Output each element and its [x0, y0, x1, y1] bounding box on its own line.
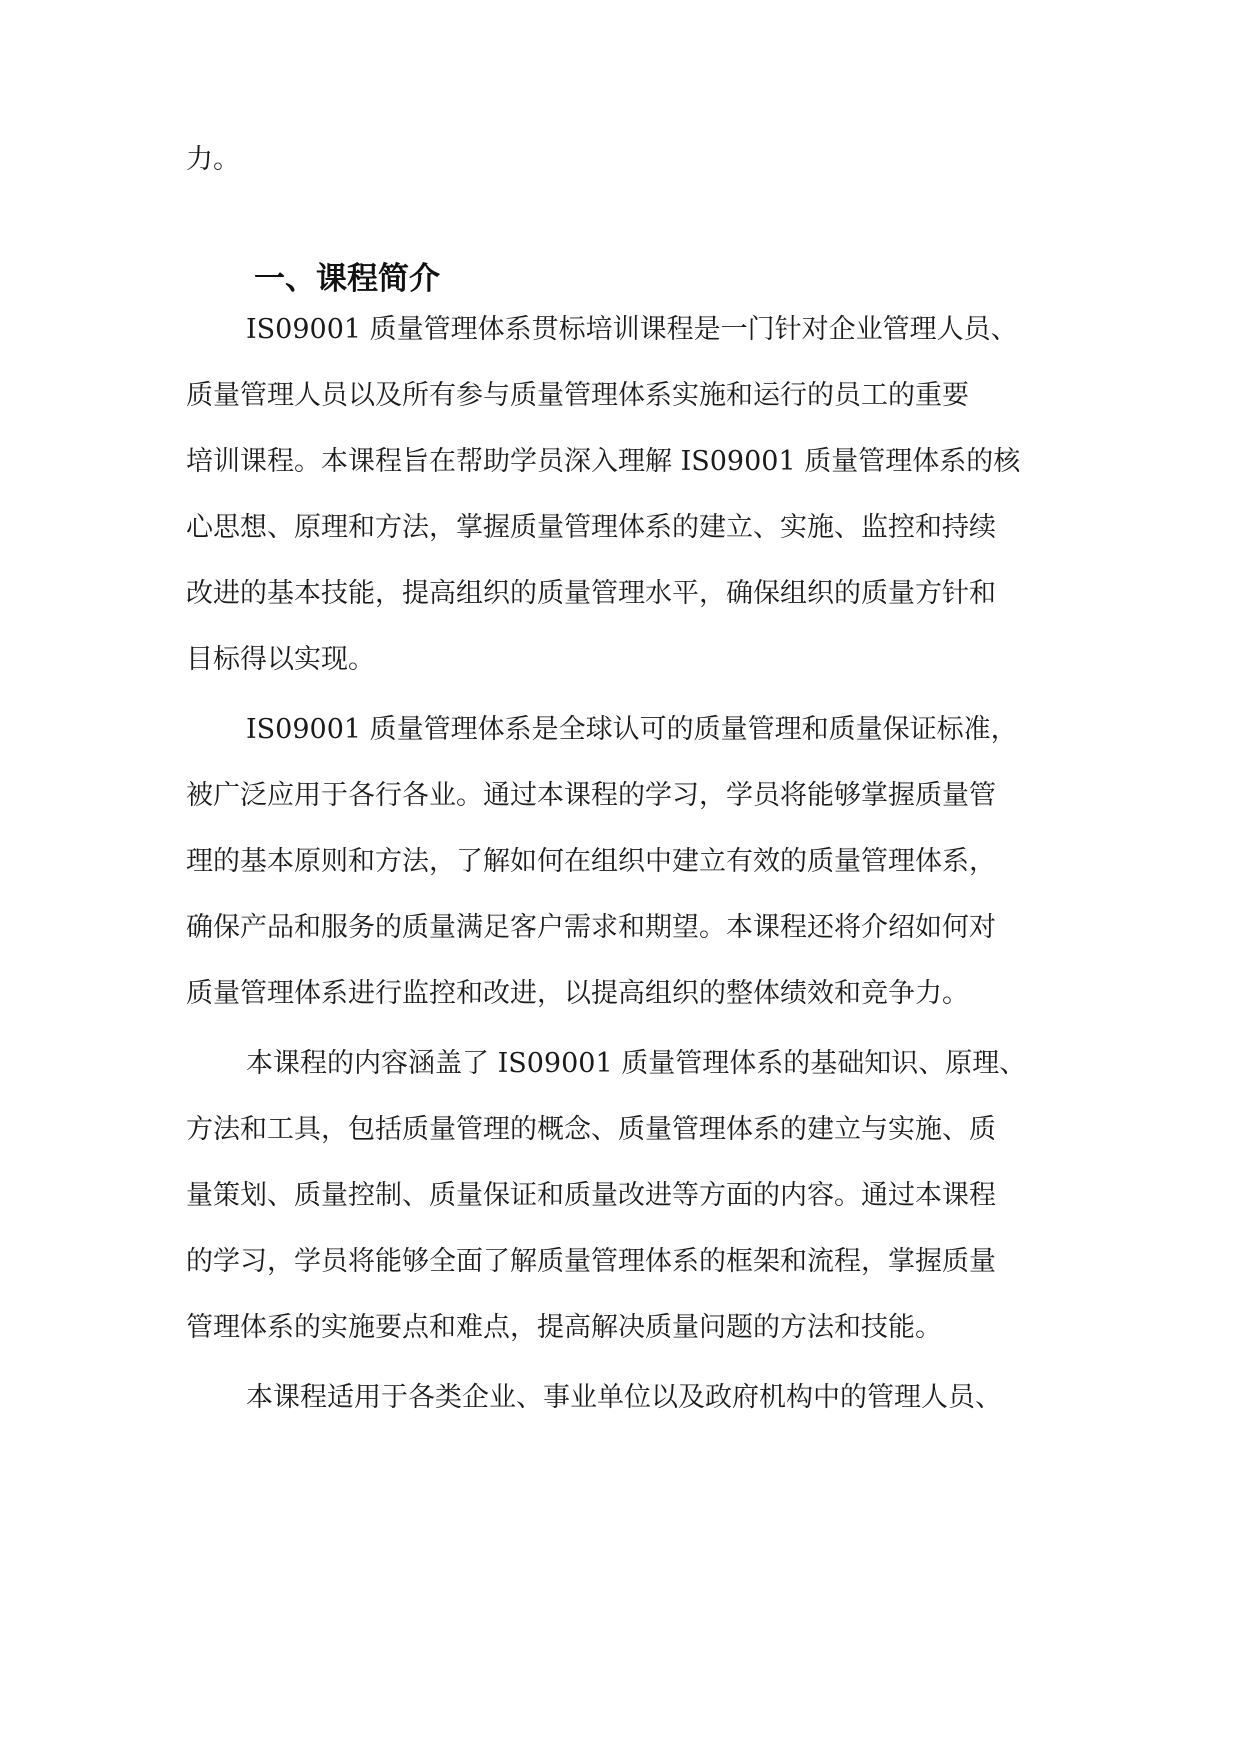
paragraph-line: 改进的基本技能，提高组织的质量管理水平，确保组织的质量方针和: [186, 578, 996, 609]
paragraph-line: 管理体系的实施要点和难点，提高解决质量问题的方法和技能。: [186, 1312, 942, 1343]
paragraph-line: IS09001 质量管理体系是全球认可的质量管理和质量保证标准，: [246, 714, 1018, 745]
paragraph-line: 本课程的内容涵盖了 IS09001 质量管理体系的基础知识、原理、: [246, 1048, 1027, 1079]
paragraph-line: 目标得以实现。: [186, 644, 375, 675]
paragraph-line: 培训课程。本课程旨在帮助学员深入理解 IS09001 质量管理体系的核: [186, 446, 1021, 477]
paragraph-line: 本课程适用于各类企业、事业单位以及政府机构中的管理人员、: [246, 1382, 1002, 1413]
paragraph-line: 心思想、原理和方法，掌握质量管理体系的建立、实施、监控和持续: [186, 512, 996, 543]
paragraph-line: 质量管理人员以及所有参与质量管理体系实施和运行的员工的重要: [186, 380, 969, 411]
paragraph-line: 质量管理体系进行监控和改进，以提高组织的整体绩效和竞争力。: [186, 978, 969, 1009]
paragraph-line: 理的基本原则和方法，了解如何在组织中建立有效的质量管理体系，: [186, 846, 996, 877]
paragraph-line: 被广泛应用于各行各业。通过本课程的学习，学员将能够掌握质量管: [186, 780, 996, 811]
paragraph-line: 量策划、质量控制、质量保证和质量改进等方面的内容。通过本课程: [186, 1180, 996, 1211]
paragraph-line: 方法和工具，包括质量管理的概念、质量管理体系的建立与实施、质: [186, 1114, 996, 1145]
paragraph-line: IS09001 质量管理体系贯标培训课程是一门针对企业管理人员、: [246, 314, 1018, 345]
continuation-text: 力。: [186, 144, 240, 175]
section-heading: 一、课程简介: [254, 261, 440, 297]
paragraph-line: 确保产品和服务的质量满足客户需求和期望。本课程还将介绍如何对: [186, 912, 996, 943]
paragraph-line: 的学习，学员将能够全面了解质量管理体系的框架和流程，掌握质量: [186, 1246, 996, 1277]
